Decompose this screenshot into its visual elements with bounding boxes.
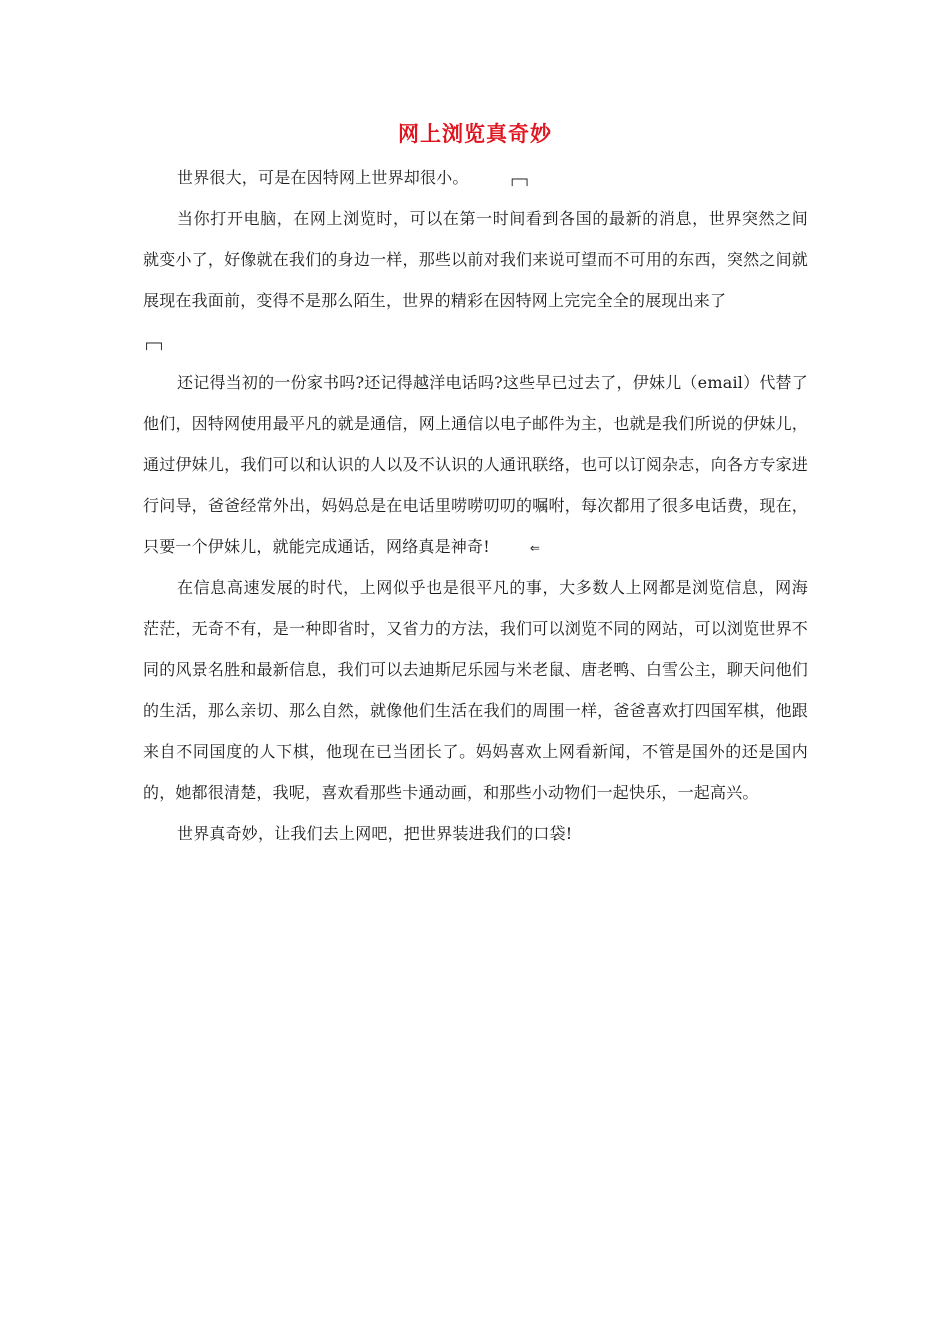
paragraph-text: 世界很大，可是在因特网上世界却很小。 — [177, 168, 469, 187]
paragraph-5 — [143, 813, 808, 854]
bracket-mark-icon: ┌─┐ — [508, 172, 531, 186]
return-mark-icon: ⇐ — [529, 541, 541, 555]
document-title: 网上浏览真奇妙 — [398, 122, 552, 146]
paragraph-text: 还记得当初的一份家书吗?还记得越洋电话吗?这些早已过去了，伊妹儿（email）代替了他们，因特网使用最平凡的就是通信，网上通信以电子邮件为主，也就是我们所说的伊妹儿，通过伊妹儿，我们可以和认识的人以及不认识的人通讯联络，也可以订阅杂志，向各方专家进行问导，爸爸经常外出，妈妈总是在电话里唠唠叨叨的嘱咐，每次都用了很多电话费，现在，只要一个伊妹儿，就能完成通话，网络真是神奇! — [143, 373, 808, 556]
bracket-mark-icon: ┌─┐ — [143, 336, 166, 350]
paragraph-2 — [143, 198, 808, 362]
paragraph-1 — [143, 157, 808, 198]
paragraph-text: 世界真奇妙，让我们去上网吧，把世界装进我们的口袋! — [177, 824, 573, 843]
document-body — [143, 157, 808, 854]
paragraph-text: 当你打开电脑，在网上浏览时，可以在第一时间看到各国的最新的消息，世界突然之间就变小了，好像就在我们的身边一样，那些以前对我们来说可望而不可用的东西，突然之间就展现在我面前，变得不是那么陌生，世界的精彩在因特网上完完全全的展现出来了 — [143, 209, 808, 310]
paragraph-3 — [143, 362, 808, 567]
paragraph-4 — [143, 567, 808, 813]
paragraph-text: 在信息高速发展的时代，上网似乎也是很平凡的事，大多数人上网都是浏览信息，网海茫茫，无奇不有，是一种即省时，又省力的方法，我们可以浏览不同的网站，可以浏览世界不同的风景名胜和最新信息，我们可以去迪斯尼乐园与米老鼠、唐老鸭、白雪公主，聊天问他们的生活，那么亲切、那么自然，就像他们生活在我们的周围一样，爸爸喜欢打四国军棋，他跟来自不同国度的人下棋，他现在已当团长了。妈妈喜欢上网看新闻，不管是国外的还是国内的，她都很清楚，我呢，喜欢看那些卡通动画，和那些小动物们一起快乐，一起高兴。 — [143, 578, 808, 802]
